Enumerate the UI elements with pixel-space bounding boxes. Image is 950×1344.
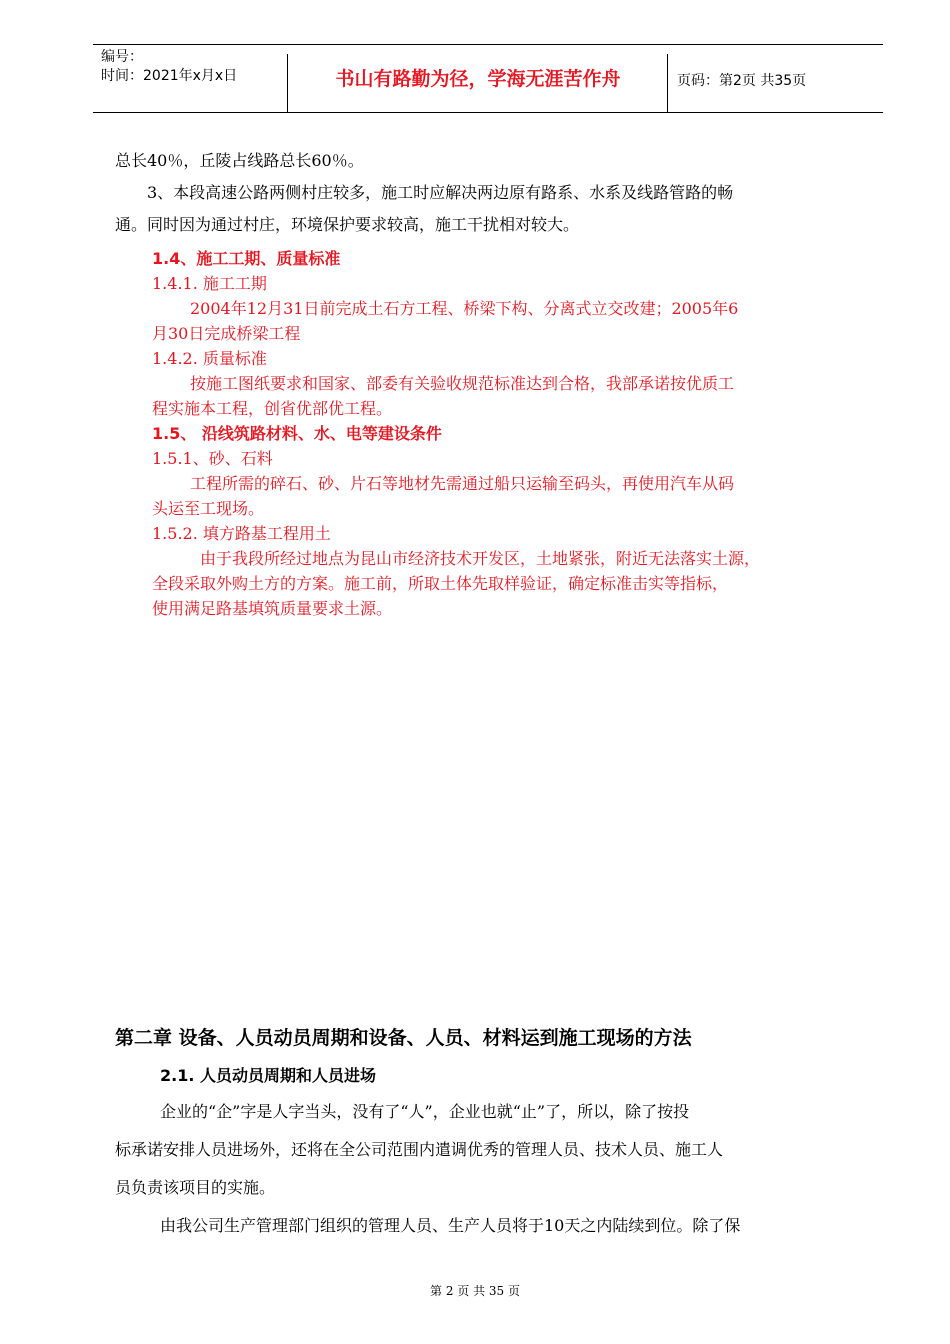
paragraph-line: 月30日完成桥梁工程 bbox=[152, 324, 301, 343]
paragraph-line: 由于我段所经过地点为昆山市经济技术开发区，土地紧张，附近无法落实土源， bbox=[200, 549, 761, 568]
paragraph-line: 工程所需的碎石、砂、片石等地材先需通过船只运输至码头，再使用汽车从码 bbox=[190, 474, 735, 493]
section-heading-2-1: 2.1. 人员动员周期和人员进场 bbox=[160, 1066, 376, 1085]
chapter-title: 第二章 设备、人员动员周期和设备、人员、材料运到施工现场的方法 bbox=[115, 1027, 692, 1049]
paragraph-line: 3、本段高速公路两侧村庄较多，施工时应解决两边原有路系、水系及线路管路的畅 bbox=[147, 183, 734, 202]
page-header bbox=[93, 44, 883, 114]
page-footer: 第 2 页 共 35 页 bbox=[430, 1284, 520, 1298]
header-divider-left bbox=[287, 54, 288, 112]
paragraph-line: 由我公司生产管理部门组织的管理人员、生产人员将于10天之内陆续到位。除了保 bbox=[160, 1216, 741, 1235]
paragraph-line: 员负责该项目的实施。 bbox=[115, 1178, 276, 1197]
paragraph-line: 头运至工现场。 bbox=[152, 499, 265, 518]
header-time-label: 时间：2021年x月x日 bbox=[101, 68, 238, 84]
header-bottom-rule bbox=[93, 112, 883, 113]
paragraph-line: 程实施本工程，创省优部优工程。 bbox=[152, 399, 393, 418]
subsection-heading-1-4-1: 1.4.1. 施工工期 bbox=[152, 274, 267, 293]
paragraph-line: 总长40％，丘陵占线路总长60％。 bbox=[115, 151, 364, 170]
header-top-rule bbox=[93, 44, 883, 45]
section-heading-1-5: 1.5、 沿线筑路材料、水、电等建设条件 bbox=[152, 424, 442, 443]
subsection-heading-1-4-2: 1.4.2. 质量标准 bbox=[152, 349, 267, 368]
paragraph-line: 2004年12月31日前完成土石方工程、桥梁下构、分离式立交改建；2005年6 bbox=[190, 299, 739, 318]
header-motto: 书山有路勤为径，学海无涯苦作舟 bbox=[335, 68, 621, 90]
paragraph-line: 通。同时因为通过村庄，环境保护要求较高，施工干扰相对较大。 bbox=[115, 215, 580, 234]
header-page-info: 页码：第2页 共35页 bbox=[677, 73, 807, 89]
header-number-label: 编号： bbox=[101, 49, 143, 65]
header-divider-right bbox=[667, 54, 668, 112]
section-heading-1-4: 1.4、施工工期、质量标准 bbox=[152, 249, 341, 268]
paragraph-line: 按施工图纸要求和国家、部委有关验收规范标准达到合格，我部承诺按优质工 bbox=[190, 374, 735, 393]
paragraph-line: 标承诺安排人员进场外，还将在全公司范围内遣调优秀的管理人员、技术人员、施工人 bbox=[115, 1140, 724, 1159]
subsection-heading-1-5-2: 1.5.2. 填方路基工程用土 bbox=[152, 524, 331, 543]
paragraph-line: 全段采取外购土方的方案。施工前，所取土体先取样验证，确定标准击实等指标， bbox=[152, 574, 729, 593]
paragraph-line: 使用满足路基填筑质量要求土源。 bbox=[152, 599, 393, 618]
subsection-heading-1-5-1: 1.5.1、砂、石料 bbox=[152, 449, 273, 468]
header-meta bbox=[101, 48, 237, 86]
paragraph-line: 企业的“企”字是人字当头，没有了“人”，企业也就“止”了，所以，除了按投 bbox=[160, 1102, 690, 1121]
